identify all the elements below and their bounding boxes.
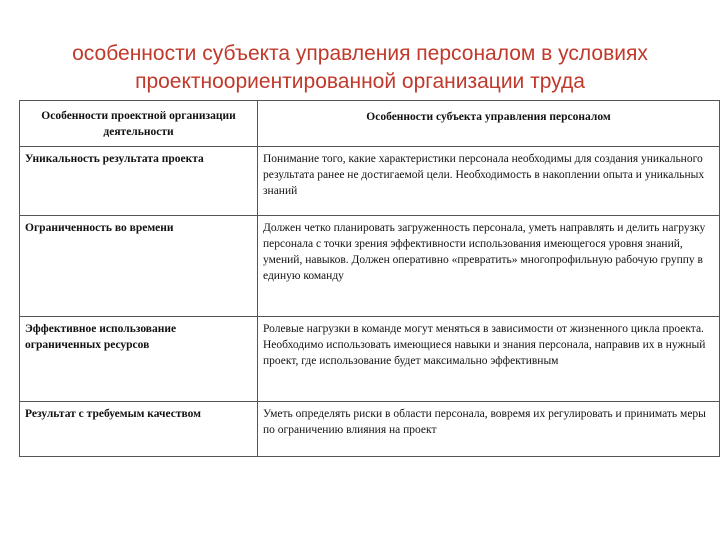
row-description: Должен четко планировать загруженность персонала, уметь направлять и делить нагрузку персонала с точки зрения эффективности использования имеющегося уровня знаний, умений, навыков. Должен оперативно «превратить» многопрофильную рабочую группу в единую команду: [258, 216, 720, 317]
table-row: [20, 317, 720, 402]
row-feature: Эффективное использование ограниченных ресурсов: [20, 317, 258, 402]
table-row: [20, 147, 720, 216]
row-description: Понимание того, какие характеристики персонала необходимы для создания уникального результата ранее не достигаемой цели. Необходимость в накоплении опыта и уникальных знаний: [258, 147, 720, 216]
row-feature: Результат с требуемым качеством: [20, 402, 258, 457]
row-description: Уметь определять риски в области персонала, вовремя их регулировать и принимать меры по ограничению влияния на проект: [258, 402, 720, 457]
header-project-features: Особенности проектной организации деятельности: [20, 101, 258, 147]
row-feature: Уникальность результата проекта: [20, 147, 258, 216]
table-row: [20, 402, 720, 457]
row-feature: Ограниченность во времени: [20, 216, 258, 317]
row-description: Ролевые нагрузки в команде могут меняться в зависимости от жизненного цикла проекта. Необходимо использовать имеющиеся навыки и знания персонала, направив их в нужный проект, где использование будет максимально эффективным: [258, 317, 720, 402]
table-header-row: [20, 101, 720, 147]
comparison-table: [19, 100, 720, 457]
table-row: [20, 216, 720, 317]
slide-title: особенности субъекта управления персоналом в условиях проектноориентированной организации труда: [72, 42, 648, 93]
header-subject-features: Особенности субъекта управления персоналом: [258, 101, 720, 147]
